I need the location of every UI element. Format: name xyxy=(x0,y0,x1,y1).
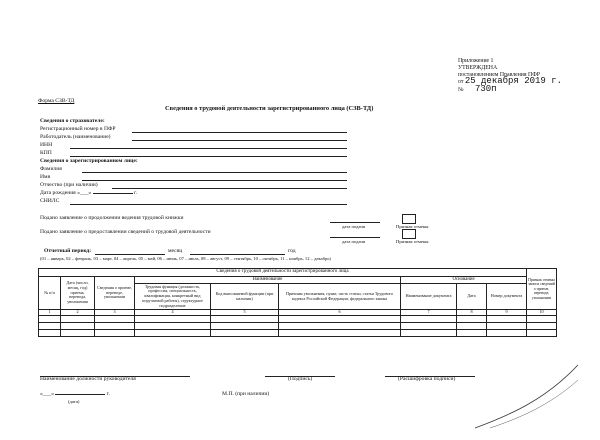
birth-month-line[interactable] xyxy=(93,193,133,194)
signature-date: «___» г. xyxy=(40,391,110,397)
insured-field-name: Имя xyxy=(40,174,51,180)
insurer-reg-number-line[interactable] xyxy=(132,132,347,133)
stamp-label: М.П. (при наличии) xyxy=(222,391,270,397)
table-row[interactable] xyxy=(39,330,557,337)
table-header-function: Трудовая функция (должность, профессия, специальность, квалификация, конкретный вид поручаемой работы), структурное подразделение xyxy=(135,284,211,310)
application-continue-date-caption: дата подачи xyxy=(342,224,366,229)
table-header-dismissal-reason: Причины увольнения, пункт, часть статьи, статья Трудового кодекса Российской Федерации, федерального закона xyxy=(279,284,401,310)
insurer-inn-line[interactable] xyxy=(70,148,347,149)
table-header-index: № п/п xyxy=(39,277,61,310)
page-title: Сведения о трудовой деятельности зарегистрированного лица (СЗВ-ТД) xyxy=(165,105,374,112)
insured-snils-line[interactable] xyxy=(70,204,347,205)
application-provide-mark-caption: Признак отмены xyxy=(396,239,429,244)
insurer-employer-line[interactable] xyxy=(132,140,347,141)
insurer-heading: Сведения о страхователе: xyxy=(40,118,105,124)
period-legend: (01 – январь, 02 – февраль, 03 – март, 04 – апрель, 05 – май, 06 – июнь, 07 – июль, 08 – август, 09 – сентябрь, 10 – октябрь, 11 – ноябрь, 12 – декабрь) xyxy=(40,256,331,261)
application-continue-mark-box[interactable] xyxy=(402,214,416,224)
application-provide-label: Подано заявление о предоставлении сведений о трудовой деятельности xyxy=(40,229,211,235)
insurer-field-inn: ИНН xyxy=(40,142,53,148)
approval-line-2: УТВЕРЖДЕНА xyxy=(458,64,498,71)
application-continue-date-line[interactable] xyxy=(330,222,380,223)
table-row[interactable] xyxy=(39,323,557,330)
table-row[interactable] xyxy=(39,316,557,323)
period-month-line-left[interactable] xyxy=(95,254,165,255)
table-header-cancel: Признак отмены записи сведений о приеме, переводе, увольнении xyxy=(527,269,557,310)
table-header-doc-number: Номер документа xyxy=(487,284,527,310)
table-header-doc-name: Наименование документа xyxy=(401,284,457,310)
table-group-title: Сведения о трудовой деятельности зарегистрированного лица xyxy=(39,269,527,277)
approval-number: № 730п xyxy=(458,84,497,95)
signature-date-month-line[interactable] xyxy=(55,394,105,395)
insured-name-line[interactable] xyxy=(82,180,347,181)
table-header-date: Дата (число, месяц, год) приема, перевода, увольнения xyxy=(61,277,95,310)
insurer-field-employer: Работодатель (наименование) xyxy=(40,134,111,140)
approval-number-value: 730п xyxy=(474,84,497,95)
application-provide-mark-box[interactable] xyxy=(402,229,416,239)
signature-caption: (Подпись) xyxy=(288,376,313,382)
table-group-name: Наименование xyxy=(135,277,401,284)
insured-patronymic-line[interactable] xyxy=(112,188,347,189)
table-header-hire-info: Сведения о приеме, переводе, увольнении xyxy=(95,277,135,310)
application-continue-mark-caption: Признак отмены xyxy=(396,224,429,229)
approval-date: от 25 декабря 2019 г. xyxy=(458,76,563,87)
approval-block xyxy=(458,58,562,94)
table-number-row: 1 2 3 4 5 6 7 8 9 10 xyxy=(39,310,557,316)
signature-date-caption: (дата) xyxy=(68,399,80,404)
period-year-line[interactable] xyxy=(190,254,285,255)
insurer-field-reg-number: Регистрационный номер в ПФР xyxy=(40,126,116,132)
application-provide-date-caption: дата подачи xyxy=(342,239,366,244)
labor-activity-table xyxy=(38,268,557,337)
insured-surname-line[interactable] xyxy=(82,172,347,173)
approval-line-1: Приложение 1 xyxy=(458,58,494,64)
insured-field-snils: СНИЛС xyxy=(40,198,60,204)
approval-line-3: постановлением Правления ПФР xyxy=(458,71,541,78)
table-header-doc-date: Дата xyxy=(457,284,487,310)
period-month-label: месяц xyxy=(168,248,183,254)
application-provide-date-line[interactable] xyxy=(330,237,380,238)
scan-curve-decoration xyxy=(470,360,580,430)
application-continue-label: Подано заявление о продолжении ведения трудовой книжки xyxy=(40,215,184,221)
insured-birth-date: Дата рождения «___» г. xyxy=(40,190,138,196)
form-name: Форма СЗВ-ТД xyxy=(38,98,75,104)
signature-position-caption: Наименование должности руководителя xyxy=(40,376,136,382)
approval-date-value: 25 декабря 2019 г. xyxy=(464,76,563,87)
signature-decoding-caption: (Расшифровка подписи) xyxy=(398,376,456,382)
insured-field-surname: Фамилия xyxy=(40,166,62,172)
period-year-label: год xyxy=(288,248,296,254)
insured-heading: Сведения о зарегистрированном лице: xyxy=(40,158,138,164)
table-group-basis: Основание xyxy=(401,277,527,284)
insured-field-patronymic: Отчество (при наличии) xyxy=(40,182,98,188)
period-label: Отчетный период: xyxy=(44,248,92,254)
insurer-field-kpp: КПП xyxy=(40,150,52,156)
insurer-kpp-line[interactable] xyxy=(70,156,347,157)
table-header-function-code: Код выполняемой функции (при наличии) xyxy=(211,284,279,310)
